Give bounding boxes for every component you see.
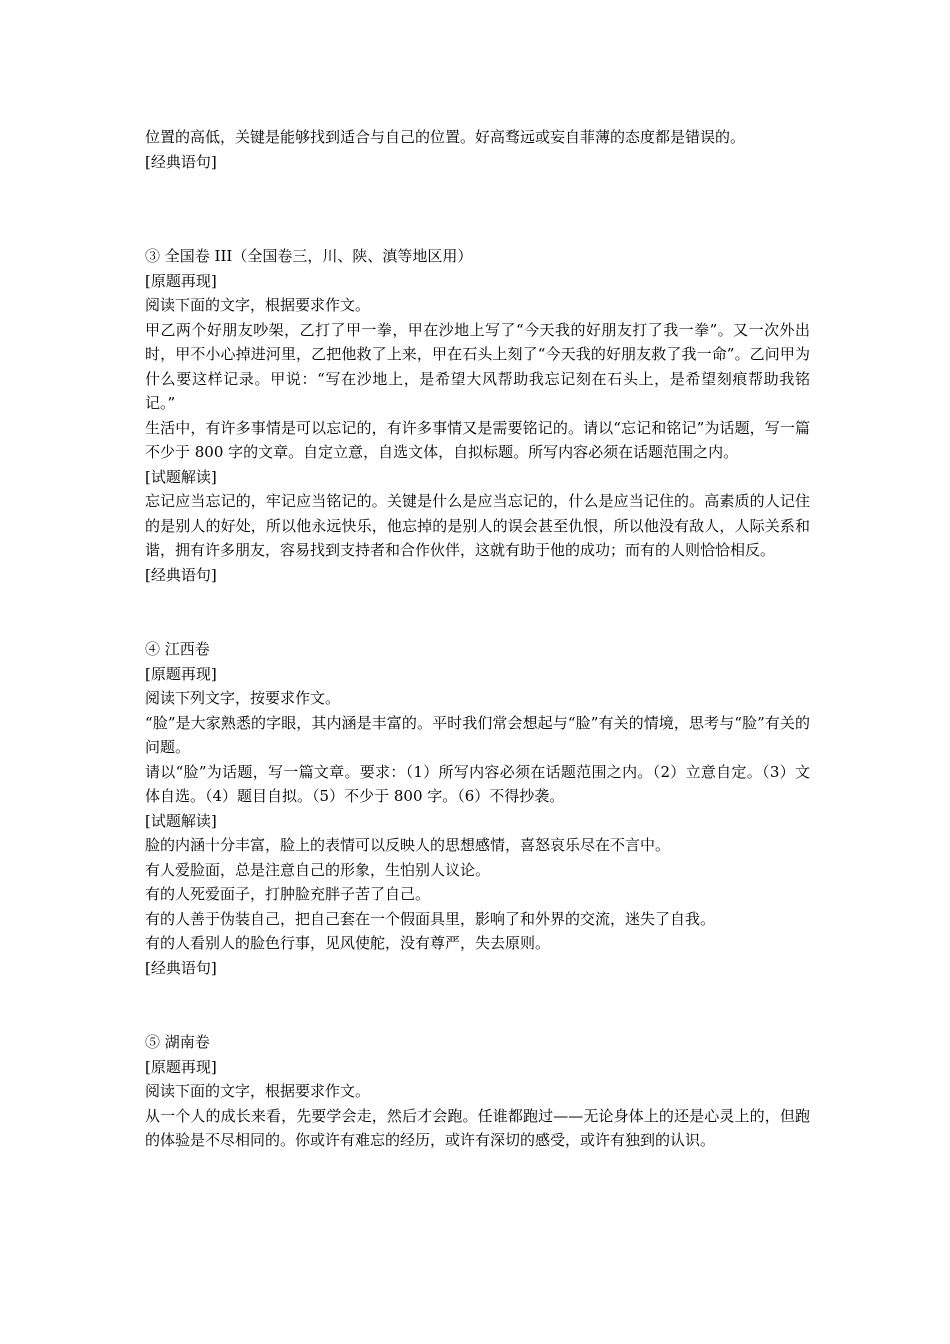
classic-quotes-label: [经典语句] <box>145 565 217 584</box>
section-gap <box>145 980 810 1030</box>
section-heading: ③ 全国卷 III（全国卷三，川、陕、滇等地区用） <box>145 247 473 265</box>
requirement-paragraph: 请以“脸”为话题，写一篇文章。要求：（1）所写内容必须在话题范围之内。（2）立意自定。（3）文体自选。（4）题目自拟。（5）不少于 800 字。（6）不得抄袭。 <box>145 762 810 805</box>
analysis-line: 有人爱脸面，总是注意自己的形象，生怕别人议论。 <box>145 860 491 879</box>
analysis-line: 有的人善于伪装自己，把自己套在一个假面具里，影响了和外界的交流，迷失了自我。 <box>145 909 716 928</box>
instruction-text: 阅读下列文字，按要求作文。 <box>145 689 341 707</box>
prompt-paragraph: “脸”是大家熟悉的字眼，其内涵是丰富的。平时我们常会想起与“脸”有关的情境，思考与“脸”有关的问题。 <box>145 713 810 756</box>
analysis-label: [试题解读] <box>145 467 217 486</box>
story-paragraph: 甲乙两个好朋友吵架，乙打了甲一拳，甲在沙地上写了“今天我的好朋友打了我一拳”。又一次外出时，甲不小心掉进河里，乙把他救了上来，甲在石头上刻了“今天我的好朋友救了我一命”。乙问甲为什么要这样记录。甲说：“写在沙地上，是希望大风帮助我忘记刻在石头上，是希望刻痕帮助我铭记。” <box>145 320 810 412</box>
document-page <box>145 125 810 1153</box>
original-question-label: [原题再现] <box>145 1057 217 1076</box>
section-heading: ④ 江西卷 <box>145 640 210 658</box>
analysis-line: 脸的内涵十分丰富，脸上的表情可以反映人的思想感情，喜怒哀乐尽在不言中。 <box>145 836 671 854</box>
original-question-label: [原题再现] <box>145 664 217 683</box>
analysis-line: 有的人死爱面子，打肿脸充胖子苦了自己。 <box>145 885 431 903</box>
classic-quotes-label: [经典语句] <box>145 958 217 977</box>
requirement-paragraph: 生活中，有许多事情是可以忘记的，有许多事情又是需要铭记的。请以“忘记和铭记”为话题，写一篇不少于 800 字的文章。自定立意，自选文体，自拟标题。所写内容必须在话题范围之内。 <box>145 418 810 461</box>
section-gap <box>145 174 810 244</box>
classic-quotes-label: [经典语句] <box>145 152 217 171</box>
prompt-paragraph: 从一个人的成长来看，先要学会走，然后才会跑。任谁都跑过——无论身体上的还是心灵上的，但跑的体验是不尽相同的。你或许有难忘的经历，或许有深切的感受，或许有独到的认识。 <box>145 1106 810 1149</box>
section-heading: ⑤ 湖南卷 <box>145 1033 210 1051</box>
original-question-label: [原题再现] <box>145 271 217 290</box>
instruction-text: 阅读下面的文字，根据要求作文。 <box>145 296 371 314</box>
analysis-line: 有的人看别人的脸色行事，见风使舵，没有尊严，失去原则。 <box>145 934 551 952</box>
instruction-text: 阅读下面的文字，根据要求作文。 <box>145 1082 371 1100</box>
intro-paragraph: 位置的高低，关键是能够找到适合与自己的位置。好高骛远或妄自菲薄的态度都是错误的。 <box>145 128 746 146</box>
analysis-paragraph: 忘记应当忘记的，牢记应当铭记的。关键是什么是应当忘记的，什么是应当记住的。高素质的人记住的是别人的好处，所以他永远快乐，他忘掉的是别人的误会甚至仇恨，所以他没有敌人，人际关系和谐，拥有许多朋友，容易找到支持者和合作伙伴，这就有助于他的成功；而有的人则恰恰相反。 <box>145 492 810 559</box>
section-gap <box>145 587 810 637</box>
analysis-label: [试题解读] <box>145 811 217 830</box>
